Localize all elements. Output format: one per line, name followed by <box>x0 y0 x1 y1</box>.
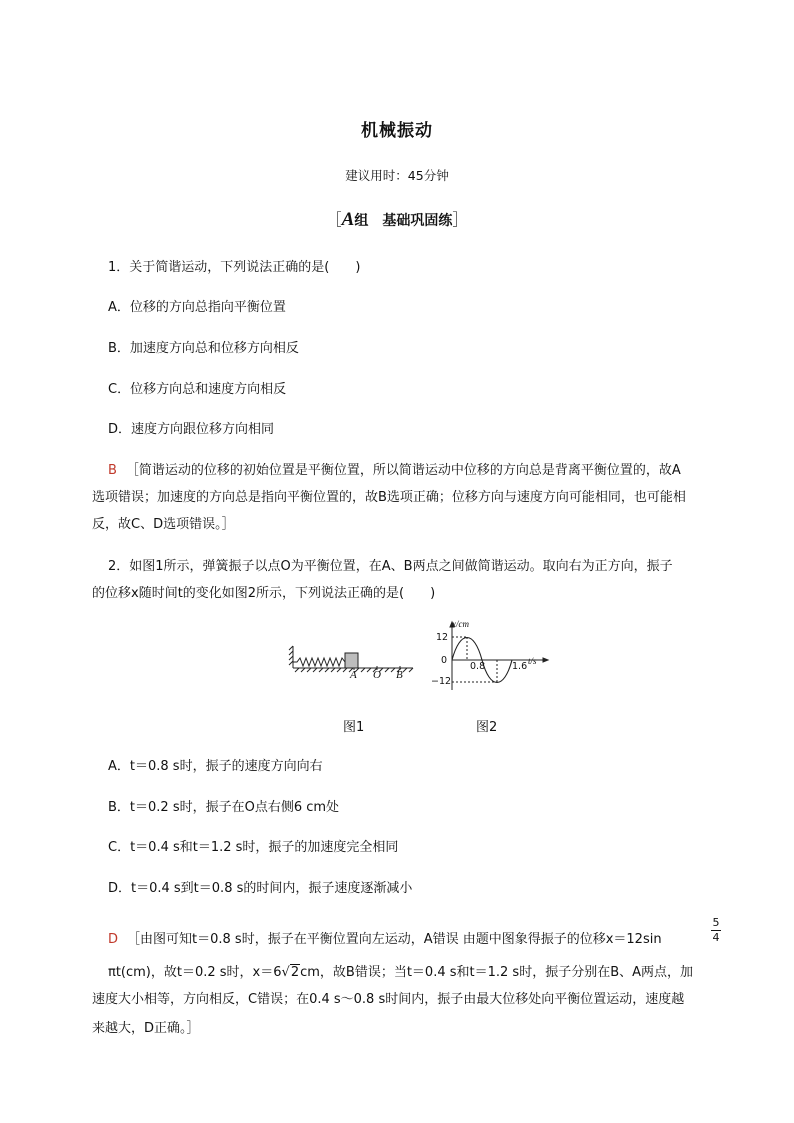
q2-stem-line: 的位移x随时间t的变化如图2所示，下列说法正确的是( ) <box>92 586 436 601</box>
q1-option-a: A．位移的方向总指向平衡位置 <box>108 300 286 315</box>
fig2-xlabel: t/s <box>528 656 537 666</box>
q1-option-c: C．位移方向总和速度方向相反 <box>108 382 287 397</box>
suggested-time: 建议用时：45分钟 <box>345 168 449 183</box>
fraction-five-fourths: 5 4 <box>712 916 720 944</box>
q2-stem-line: 2．如图1所示，弹簧振子以点O为平衡位置，在A、B两点之间做简谐运动。取向右为正方向，振子 <box>108 559 673 574</box>
fig2-tick-x-mid: 0.8 <box>470 661 486 672</box>
q1-option-b: B．加速度方向总和位移方向相反 <box>108 341 299 356</box>
q2-explanation-line: D ［由图可知t＝0.8 s时，振子在平衡位置向左运动，A错误 由题中图象得振子的位移x＝12sin <box>108 932 662 947</box>
fig1-label-b: B <box>396 669 403 681</box>
q1-stem: 1．关于简谐运动，下列说法正确的是( ) <box>108 260 361 275</box>
q2-answer: D <box>108 932 119 947</box>
fig2-tick-x-end: 1.6 <box>512 661 528 672</box>
group-heading: ［A组 基础巩固练］ <box>325 209 469 230</box>
fig2-ylabel: x/cm <box>452 619 469 629</box>
fig1-label-a: A <box>350 669 357 681</box>
fig2-tick-y-bottom: −12 <box>431 676 452 687</box>
x-axis-arrow <box>543 658 548 662</box>
q2-explanation-line: 来越大，D正确。］ <box>92 1021 200 1036</box>
q2-explanation-line: πt(cm)，故t＝0.2 s时，x＝6√2cm，故B错误；当t＝0.4 s和t＝1.2 s时，振子分别在B、A两点，加 <box>108 965 694 980</box>
q2-explanation-line: 速度大小相等，方向相反，C错误；在0.4 s～0.8 s时间内，振子由最大位移处向平衡位置运动，速度越 <box>92 992 685 1007</box>
q1-answer: B <box>108 463 117 478</box>
q1-explanation-line: 选项错误；加速度的方向总是指向平衡位置的，故B选项正确；位移方向与速度方向可能相同，也可能相 <box>92 490 686 505</box>
figure2-caption: 图2 <box>476 720 498 735</box>
page-title: 机械振动 <box>361 121 433 141</box>
q1-explanation-line: 反，故C、D选项错误。］ <box>92 517 235 532</box>
figure1-caption: 图1 <box>343 720 365 735</box>
q2-option-d: D．t＝0.4 s到t＝0.8 s的时间内，振子速度逐渐减小 <box>108 881 413 896</box>
fig1-label-o: O <box>373 669 381 681</box>
spring <box>293 658 345 666</box>
fig2-tick-y-top: 12 <box>436 632 449 643</box>
oscillator-block <box>345 653 358 668</box>
fig2-tick-y-zero: 0 <box>441 655 448 666</box>
q2-option-a: A．t＝0.8 s时，振子的速度方向向右 <box>108 759 323 774</box>
q1-option-d: D．速度方向跟位移方向相同 <box>108 422 275 437</box>
sqrt-two: √2 <box>281 965 300 980</box>
group-letter: A <box>341 209 355 230</box>
q2-option-b: B．t＝0.2 s时，振子在O点右侧6 cm处 <box>108 800 340 815</box>
q2-option-c: C．t＝0.4 s和t＝1.2 s时，振子的加速度完全相同 <box>108 840 399 855</box>
q1-explanation-line: B ［简谐运动的位移的初始位置是平衡位置，所以简谐运动中位移的方向总是背离平衡位置的，故A <box>108 463 681 478</box>
